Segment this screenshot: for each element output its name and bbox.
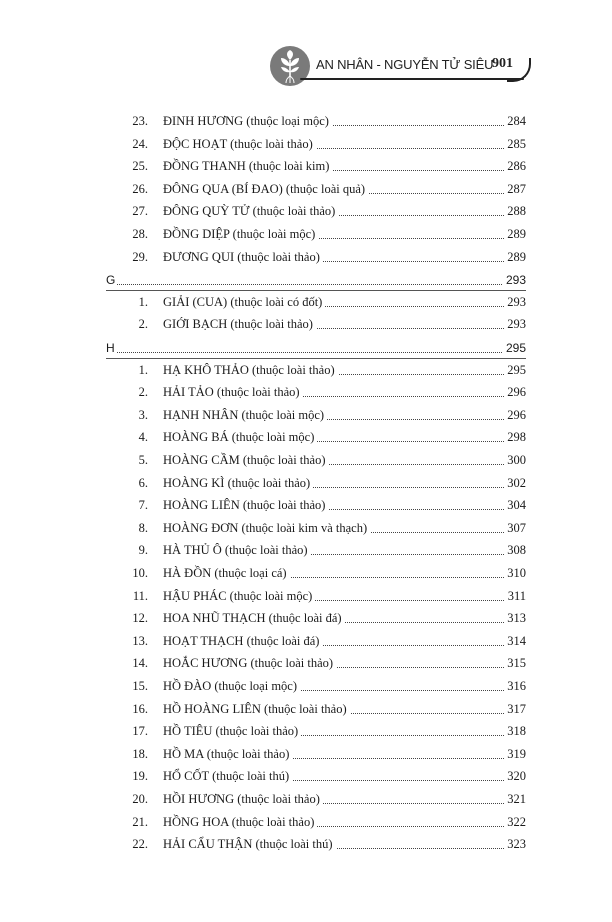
entry-title: ĐƯƠNG QUI (thuộc loài thảo) — [163, 250, 323, 265]
toc-entry — [0, 135, 612, 155]
entry-page-number: 293 — [507, 295, 526, 309]
entry-title: HỒ HOÀNG LIÊN (thuộc loài thảo) — [163, 702, 350, 717]
entry-number: 20. — [132, 792, 148, 806]
entry-page-number: 313 — [507, 611, 526, 625]
entry-title: HOÀNG LIÊN (thuộc loài thảo) — [163, 498, 328, 513]
section-page-number: 293 — [505, 273, 526, 287]
entry-page-number: 311 — [507, 589, 526, 603]
entry-page-number: 289 — [507, 250, 526, 264]
entry-page-number: 317 — [507, 702, 526, 716]
entry-number: 19. — [132, 769, 148, 783]
entry-title: ĐỒNG DIỆP (thuộc loài mộc) — [163, 227, 318, 242]
entry-number: 16. — [132, 702, 148, 716]
toc-entry — [0, 180, 612, 200]
toc-entry — [0, 157, 612, 177]
entry-page-number: 296 — [507, 385, 526, 399]
toc-entry — [0, 428, 612, 448]
entry-number: 2. — [138, 317, 148, 331]
entry-number: 3. — [138, 408, 148, 422]
entry-title: ĐỘC HOẠT (thuộc loài thảo) — [163, 137, 316, 152]
toc-entry — [0, 677, 612, 697]
entry-page-number: 286 — [507, 159, 526, 173]
entry-number: 7. — [138, 498, 148, 512]
entry-title: HOẮC HƯƠNG (thuộc loài thảo) — [163, 656, 336, 671]
entry-number: 23. — [132, 114, 148, 128]
dot-leader — [106, 284, 502, 285]
entry-title: ĐÔNG QUỲ TỬ (thuộc loài thảo) — [163, 204, 338, 219]
entry-page-number: 304 — [507, 498, 526, 512]
entry-number: 24. — [132, 137, 148, 151]
entry-title: HOA NHŨ THẠCH (thuộc loài đá) — [163, 611, 345, 626]
page-header — [0, 0, 612, 100]
toc-entry — [0, 564, 612, 584]
toc-entry — [0, 361, 612, 381]
entry-page-number: 307 — [507, 521, 526, 535]
entry-title: HẢI TẢO (thuộc loài thảo) — [163, 385, 303, 400]
entry-page-number: 318 — [507, 724, 526, 738]
entry-title: HỒNG HOA (thuộc loài thảo) — [163, 815, 317, 830]
toc-entry — [0, 383, 612, 403]
toc-entry — [0, 813, 612, 833]
entry-page-number: 289 — [507, 227, 526, 241]
entry-page-number: 298 — [507, 430, 526, 444]
toc-entry — [0, 835, 612, 855]
entry-number: 14. — [132, 656, 148, 670]
entry-number: 1. — [138, 363, 148, 377]
toc-entry — [0, 202, 612, 222]
entry-page-number: 300 — [507, 453, 526, 467]
lotus-plant-icon — [270, 46, 310, 86]
entry-number: 18. — [132, 747, 148, 761]
entry-page-number: 320 — [507, 769, 526, 783]
toc-entry — [0, 474, 612, 494]
entry-title: HÀ ĐỒN (thuộc loại cá) — [163, 566, 290, 581]
entry-page-number: 322 — [507, 815, 526, 829]
toc-entry — [0, 225, 612, 245]
entry-title: HOÀNG BÁ (thuộc loài mộc) — [163, 430, 317, 445]
entry-number: 6. — [138, 476, 148, 490]
entry-page-number: 319 — [507, 747, 526, 761]
toc-entry — [0, 248, 612, 268]
dot-leader — [106, 352, 502, 353]
entry-page-number: 316 — [507, 679, 526, 693]
entry-number: 4. — [138, 430, 148, 444]
header-title: AN NHÂN - NGUYỄN TỬ SIÊU — [316, 57, 494, 72]
toc-entry — [0, 293, 612, 313]
toc-section-heading — [0, 338, 612, 358]
entry-page-number: 295 — [507, 363, 526, 377]
entry-page-number: 323 — [507, 837, 526, 851]
entry-title: ĐỒNG THANH (thuộc loài kim) — [163, 159, 332, 174]
toc-entry — [0, 609, 612, 629]
entry-page-number: 287 — [507, 182, 526, 196]
entry-number: 15. — [132, 679, 148, 693]
entry-title: HÀ THỦ Ô (thuộc loài thảo) — [163, 543, 311, 558]
entry-page-number: 315 — [507, 656, 526, 670]
toc-entry — [0, 406, 612, 426]
header-page-number: 901 — [492, 56, 513, 71]
entry-page-number: 321 — [507, 792, 526, 806]
section-underline — [106, 290, 526, 291]
toc-entry — [0, 496, 612, 516]
entry-number: 22. — [132, 837, 148, 851]
entry-title: ĐINH HƯƠNG (thuộc loại mộc) — [163, 114, 332, 129]
entry-title: GIẢI (CUA) (thuộc loài có đốt) — [163, 295, 325, 310]
entry-number: 10. — [132, 566, 148, 580]
toc-entry — [0, 767, 612, 787]
entry-page-number: 302 — [507, 476, 526, 490]
entry-number: 25. — [132, 159, 148, 173]
section-page-number: 295 — [505, 341, 526, 355]
toc-entry — [0, 112, 612, 132]
entry-page-number: 308 — [507, 543, 526, 557]
toc-entry — [0, 745, 612, 765]
entry-title: HẠNH NHÂN (thuộc loài mộc) — [163, 408, 327, 423]
entry-number: 13. — [132, 634, 148, 648]
section-letter: H — [106, 341, 115, 355]
entry-title: GIỚI BẠCH (thuộc loài thảo) — [163, 317, 316, 332]
entry-number: 1. — [138, 295, 148, 309]
entry-page-number: 288 — [507, 204, 526, 218]
toc-entry — [0, 700, 612, 720]
entry-number: 28. — [132, 227, 148, 241]
entry-number: 8. — [138, 521, 148, 535]
entry-title: HỒ ĐÀO (thuộc loại mộc) — [163, 679, 300, 694]
entry-number: 9. — [138, 543, 148, 557]
entry-number: 21. — [132, 815, 148, 829]
entry-title: HẬU PHÁC (thuộc loài mộc) — [163, 589, 315, 604]
entry-title: ĐÔNG QUA (BÍ ĐAO) (thuộc loài quả) — [163, 182, 368, 197]
toc-entry — [0, 451, 612, 471]
toc-entry — [0, 587, 612, 607]
entry-title: HẢI CẨU THẬN (thuộc loài thú) — [163, 837, 336, 852]
toc-entry — [0, 541, 612, 561]
entry-page-number: 314 — [507, 634, 526, 648]
entry-title: HOẠT THẠCH (thuộc loài đá) — [163, 634, 322, 649]
entry-page-number: 293 — [507, 317, 526, 331]
entry-title: HỒI HƯƠNG (thuộc loài thảo) — [163, 792, 323, 807]
toc-entry — [0, 790, 612, 810]
toc-entry — [0, 519, 612, 539]
entry-number: 11. — [132, 589, 148, 603]
entry-page-number: 285 — [507, 137, 526, 151]
entry-number: 29. — [132, 250, 148, 264]
entry-page-number: 284 — [507, 114, 526, 128]
entry-title: HOÀNG CẦM (thuộc loài thảo) — [163, 453, 328, 468]
entry-number: 26. — [132, 182, 148, 196]
toc-entry — [0, 722, 612, 742]
toc-entry — [0, 315, 612, 335]
entry-number: 27. — [132, 204, 148, 218]
entry-number: 17. — [132, 724, 148, 738]
entry-title: HOÀNG ĐƠN (thuộc loài kim và thạch) — [163, 521, 370, 536]
entry-title: HOÀNG KÌ (thuộc loài thảo) — [163, 476, 313, 491]
entry-number: 2. — [138, 385, 148, 399]
header-rule — [300, 78, 524, 80]
entry-page-number: 310 — [507, 566, 526, 580]
entry-title: HỒ TIÊU (thuộc loài thảo) — [163, 724, 301, 739]
entry-number: 12. — [132, 611, 148, 625]
entry-number: 5. — [138, 453, 148, 467]
entry-title: HỒ MA (thuộc loài thảo) — [163, 747, 292, 762]
toc-entry — [0, 654, 612, 674]
entry-page-number: 296 — [507, 408, 526, 422]
section-underline — [106, 358, 526, 359]
entry-title: HỔ CỐT (thuộc loài thú) — [163, 769, 292, 784]
toc-entry — [0, 632, 612, 652]
entry-title: HẠ KHÔ THẢO (thuộc loài thảo) — [163, 363, 338, 378]
section-letter: G — [106, 273, 116, 287]
toc-section-heading — [0, 270, 612, 290]
